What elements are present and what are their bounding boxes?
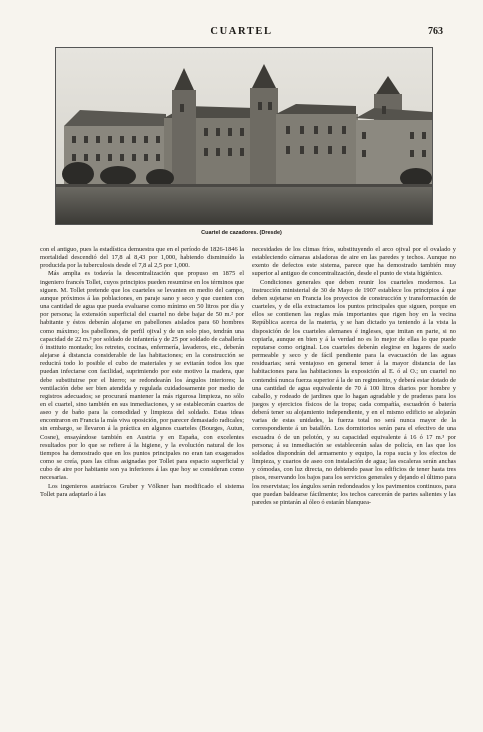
running-title: CUARTEL [210,26,273,37]
text-column-left [40,246,244,716]
barracks-photo-illustration [56,48,432,224]
page-number: 763 [428,26,443,37]
paragraph: necesidades de los climas fríos, substituyendo el arco ojival por el ovalado y estableciendo cámaras aisladoras de aire en las paredes y techos. Aunque no exento de defectos este sistema, parece que ha demostrado también muy superior al antiguo de concentralización, desde el punto de vista higiénico. [252,246,456,278]
barracks-photograph [55,47,433,225]
paragraph: Condiciones generales que deben reunir los cuarteles modernos. La instrucción ministerial de 30 de Mayo de 1907 establece los principios á que deben sujetarse en Francia los proyectos de construcción y transformación de cuarteles, y de ella extractamos los puntos principales que siguen, porque en ellos se contienen las reglas más importantes que rigen hoy en la vecina República acerca de la materia, y se han dictado ya teniendo á la vista la disposición de los cuarteles alemanes é ingleses, que imitan en parte, si no copiarla, aunque en bien y á la verdad no es lo mejor de ellas lo que puede reputarse como original. Los cuarteles deberán elegirse en lugares de suelo permeable y seco y de fácil pendiente para la evacuación de las aguas residuarias; será ventajoso en general tener á la mayor distancia de las habitaciones para las habitaciones la exposición al E. ó al O.; un cuartel no contendrá nunca fuerza superior á la de un regimiento, y deberá estar dotado de una cantidad de agua equivalente de 70 á 100 litros diarios por hombre y caballo, y rodeado de jardines que lo hagan agradable y de praderas para los juegos y ejercicios físicos de la tropa; cada compañía, escuadrón ó batería deberá tener su alojamiento independiente, y en el mismo edificio se alojarán varias de estas unidades, la fuerza total no será nunca mayor de la correspondiente á un batallón. Los dormitorios serán para el efectivo de una escuadra ó de un pelotón, y su capacidad equivalente á 16 ó 17 m.³ por persona; á su inmediación se establecerán salas de policía, en las que los soldados dispondrán del armamento y equipo, la ropa sucia y los efectos de limpieza, y cuartos de aseo con instalación de agua; las escaleras serán anchas y cómodas, con luz directa, no debiendo pasar los edificios de tener hasta tres pisos, reservando los bajos para los servicios generales y dejando el último para los reservistas; los ángulos serán redondeados y los pavimentos continuos, para que puedan baldearse fácilmente; los techos carecerán de partes salientes y las paredes se pintarán al óleo ó estarán blanquea- [252,278,456,506]
running-header [40,26,443,40]
paragraph: Más amplia es todavía la descentralización que propuso en 1875 el ingeniero francés Tollet, cuyos principios pueden resumirse en los términos que siguen. M. Tollet pretende que los cuarteles se levanten en medio del campo, aunque próximos á las poblaciones, en paraje sano y seco y que cuenten con una cantidad de agua que pueda evaluarse como mínimo en 50 litros por día y por persona; la extensión superficial del cuartel no debe bajar de 50 m.² por habitante y éstos deberán alojarse en pabellones aislados para 60 hombres como máximo; los pabellones, de perfil ojival y de un solo piso, tendrán una capacidad de 22 m.³ por soldado de infantería y de 25 por soldado de caballería ó instituto montado; los retretes, cocinas, enfermería, lavaderos, etc., deberán alejarse á distancia considerable de las habitaciones; en la construcción se reducirá todo lo posible el cubo de materiales y se evitarán todos los que puedan infectarse con facilidad, suprimiendo por este motivo la madera, que debe substituirse por el hierro; se redondearán los ángulos interiores; la ventilación debe ser bien atendida y regulada cuidadosamente por medio de registros adecuados; se procurará mantener la más rigurosa limpieza, no sólo en el cuartel, sino también en sus inmediaciones, y se establecerán cuartos de aseo y de baño para la comodidad y limpieza del soldado. Estas ideas encontraron en Francia la más viva oposición, por parecer demasiado radicales; sin embargo, se llevaron á la práctica en algunos cuarteles (Bourges, Autun, Cosne), ensayándose también en Austria y en España, con excelentes resultados por lo que se refiere á la higiene, y la evolución natural de los tiempos ha demostrado que en los puntos principales no eran tan exagerados como se creía, pues las cifras asignadas por Tollet para espacio superficial y cubo de aire por habitante son ya inferiores á las que hoy se consideran como necesarias. [40,270,244,482]
figure-caption: Cuartel de cazadores. (Dresde) [201,230,282,236]
paragraph: con el antiguo, pues la estadística demuestra que en el período de 1826-1846 la mortalidad descendió del 17,8 al 8,43 por 1,000, habiendo disminuído la producida por la tuberculosis desde el 7,8 al 2,5 por 1,000. [40,246,244,270]
text-column-right [252,246,456,716]
paragraph: Los ingenieros austríacos Gruber y Völkner han modificado el sistema Tollet para adaptarlo á las [40,482,244,498]
